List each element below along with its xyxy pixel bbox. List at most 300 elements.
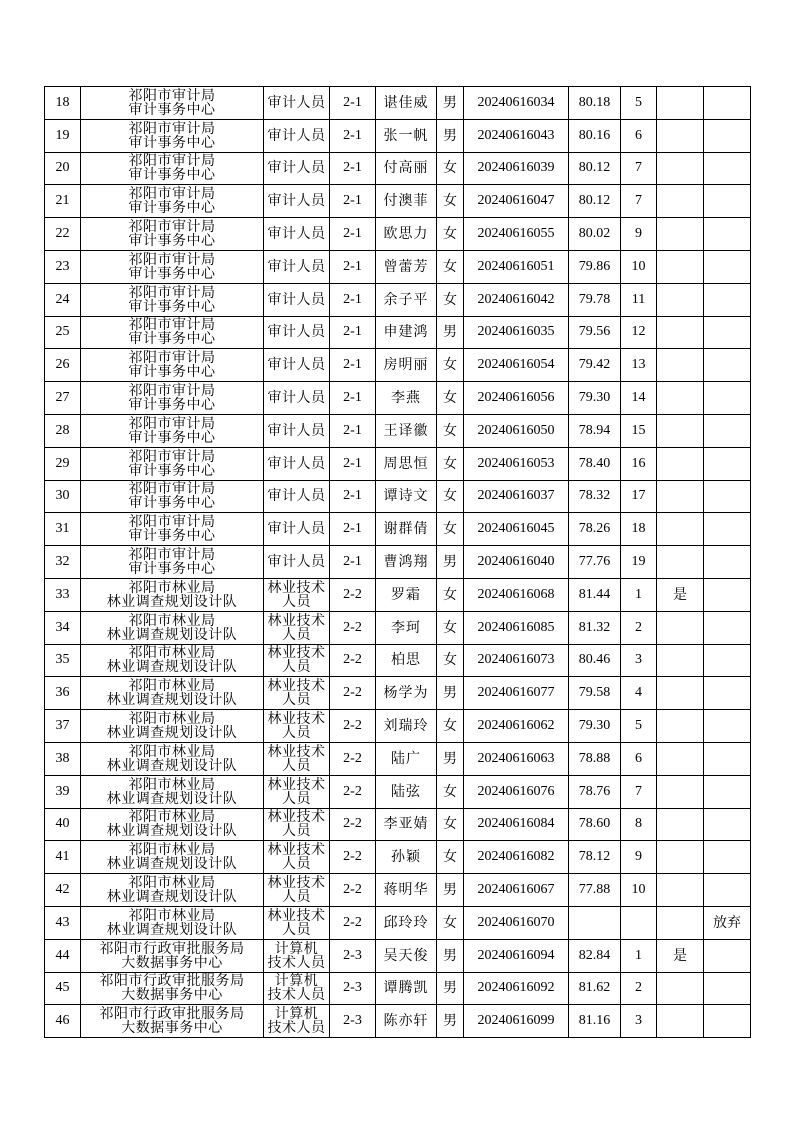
cell-rank: 16 [621, 447, 657, 480]
cell-position [264, 775, 330, 808]
cell-unit-line: 林业调查规划设计队 [106, 921, 238, 938]
cell-unit-line: 林业调查规划设计队 [106, 725, 238, 742]
cell-unit-line: 林业调查规划设计队 [106, 790, 238, 807]
cell-interview [657, 1005, 704, 1038]
cell-position [264, 677, 330, 710]
cell-unit-line: 祁阳市审计局 [128, 186, 216, 203]
cell-ticket-number: 20240616051 [464, 250, 569, 283]
cell-rank: 1 [621, 578, 657, 611]
cell-remark [704, 874, 751, 907]
cell-remark [704, 775, 751, 808]
cell-name: 李燕 [376, 382, 437, 415]
cell-position [264, 119, 330, 152]
table-row [45, 250, 751, 283]
cell-serial: 35 [45, 644, 81, 677]
cell-serial: 27 [45, 382, 81, 415]
cell-position-code: 2-2 [330, 841, 376, 874]
cell-unit-line: 祁阳市审计局 [128, 350, 216, 367]
cell-gender: 女 [437, 841, 464, 874]
cell-name: 李亚婧 [376, 808, 437, 841]
cell-unit [81, 808, 264, 841]
cell-remark [704, 382, 751, 415]
cell-interview [657, 382, 704, 415]
cell-position-code: 2-2 [330, 742, 376, 775]
cell-unit [81, 906, 264, 939]
cell-unit [81, 349, 264, 382]
cell-position-code: 2-2 [330, 710, 376, 743]
cell-unit-line: 祁阳市林业局 [128, 776, 216, 793]
cell-rank: 8 [621, 808, 657, 841]
cell-rank: 18 [621, 513, 657, 546]
cell-position-code: 2-3 [330, 972, 376, 1005]
cell-ticket-number: 20240616068 [464, 578, 569, 611]
cell-score: 80.02 [569, 218, 621, 251]
cell-score: 78.60 [569, 808, 621, 841]
cell-unit-line: 大数据事务中心 [121, 987, 223, 1004]
cell-gender: 男 [437, 87, 464, 120]
cell-score: 78.32 [569, 480, 621, 513]
cell-score: 78.12 [569, 841, 621, 874]
cell-rank: 15 [621, 414, 657, 447]
cell-serial: 22 [45, 218, 81, 251]
cell-gender: 男 [437, 874, 464, 907]
cell-unit [81, 513, 264, 546]
cell-remark [704, 480, 751, 513]
cell-name: 张一帆 [376, 119, 437, 152]
cell-unit [81, 250, 264, 283]
cell-interview [657, 250, 704, 283]
cell-interview [657, 808, 704, 841]
cell-remark [704, 283, 751, 316]
cell-interview [657, 546, 704, 579]
cell-position-code: 2-1 [330, 546, 376, 579]
cell-position-line: 计算机 [274, 1006, 319, 1023]
cell-gender: 女 [437, 710, 464, 743]
cell-position-line: 技术人员 [267, 954, 326, 971]
cell-serial: 28 [45, 414, 81, 447]
cell-position-line: 林业技术 [267, 711, 326, 728]
cell-interview: 是 [657, 578, 704, 611]
cell-remark [704, 316, 751, 349]
cell-unit-line: 林业调查规划设计队 [106, 626, 238, 643]
cell-unit [81, 972, 264, 1005]
cell-unit-line: 祁阳市审计局 [128, 153, 216, 170]
cell-name: 周思恒 [376, 447, 437, 480]
cell-ticket-number: 20240616047 [464, 185, 569, 218]
table-row [45, 349, 751, 382]
table-body [45, 87, 751, 1038]
cell-position-line: 林业技术 [267, 875, 326, 892]
cell-rank: 19 [621, 546, 657, 579]
cell-remark [704, 513, 751, 546]
cell-gender: 女 [437, 644, 464, 677]
cell-unit-line: 祁阳市审计局 [128, 317, 216, 334]
table-row [45, 841, 751, 874]
cell-unit [81, 87, 264, 120]
cell-unit-line: 祁阳市林业局 [128, 612, 216, 629]
cell-interview [657, 742, 704, 775]
cell-rank: 12 [621, 316, 657, 349]
cell-position-line: 人员 [282, 790, 311, 807]
cell-unit-line: 祁阳市审计局 [128, 514, 216, 531]
cell-interview [657, 710, 704, 743]
cell-score: 81.16 [569, 1005, 621, 1038]
cell-score: 79.86 [569, 250, 621, 283]
cell-interview [657, 677, 704, 710]
cell-gender: 女 [437, 185, 464, 218]
cell-rank: 7 [621, 152, 657, 185]
cell-unit-line: 大数据事务中心 [121, 954, 223, 971]
cell-name: 房明丽 [376, 349, 437, 382]
cell-score: 82.84 [569, 939, 621, 972]
cell-name: 谭腾凯 [376, 972, 437, 1005]
cell-name: 欧思力 [376, 218, 437, 251]
cell-ticket-number: 20240616056 [464, 382, 569, 415]
cell-ticket-number: 20240616077 [464, 677, 569, 710]
cell-position [264, 152, 330, 185]
cell-unit-line: 祁阳市林业局 [128, 645, 216, 662]
cell-position [264, 283, 330, 316]
cell-score: 78.88 [569, 742, 621, 775]
cell-interview [657, 152, 704, 185]
cell-position [264, 1005, 330, 1038]
cell-position [264, 87, 330, 120]
cell-unit-line: 祁阳市审计局 [128, 251, 216, 268]
cell-score: 79.30 [569, 382, 621, 415]
cell-score: 79.58 [569, 677, 621, 710]
cell-gender: 男 [437, 1005, 464, 1038]
cell-interview [657, 644, 704, 677]
cell-remark [704, 1005, 751, 1038]
cell-position [264, 906, 330, 939]
cell-position-line: 人员 [282, 757, 311, 774]
cell-serial: 34 [45, 611, 81, 644]
cell-unit [81, 841, 264, 874]
cell-gender: 男 [437, 972, 464, 1005]
cell-ticket-number: 20240616055 [464, 218, 569, 251]
cell-unit-line: 祁阳市林业局 [128, 842, 216, 859]
cell-serial: 24 [45, 283, 81, 316]
cell-remark [704, 972, 751, 1005]
cell-unit-line: 审计事务中心 [128, 167, 216, 184]
cell-gender: 女 [437, 382, 464, 415]
cell-gender: 男 [437, 546, 464, 579]
cell-rank: 2 [621, 611, 657, 644]
cell-name: 曾蕾芳 [376, 250, 437, 283]
cell-position-code: 2-1 [330, 218, 376, 251]
cell-rank: 6 [621, 742, 657, 775]
cell-unit-line: 祁阳市审计局 [128, 481, 216, 498]
cell-rank [621, 906, 657, 939]
cell-position-line: 审计人员 [267, 94, 326, 111]
cell-serial: 26 [45, 349, 81, 382]
cell-unit [81, 1005, 264, 1038]
cell-unit [81, 480, 264, 513]
results-table [44, 86, 751, 1038]
cell-position-code: 2-1 [330, 87, 376, 120]
cell-unit-line: 审计事务中心 [128, 134, 216, 151]
cell-rank: 1 [621, 939, 657, 972]
cell-unit [81, 316, 264, 349]
cell-interview [657, 87, 704, 120]
cell-unit-line: 审计事务中心 [128, 495, 216, 512]
cell-gender: 女 [437, 906, 464, 939]
cell-remark [704, 841, 751, 874]
cell-position-line: 人员 [282, 823, 311, 840]
table-row [45, 316, 751, 349]
cell-remark [704, 218, 751, 251]
cell-position [264, 874, 330, 907]
cell-unit [81, 775, 264, 808]
cell-ticket-number: 20240616073 [464, 644, 569, 677]
cell-name: 陈亦轩 [376, 1005, 437, 1038]
cell-unit-line: 审计事务中心 [128, 233, 216, 250]
cell-ticket-number: 20240616063 [464, 742, 569, 775]
cell-score: 79.42 [569, 349, 621, 382]
cell-unit-line: 祁阳市审计局 [128, 415, 216, 432]
cell-remark [704, 250, 751, 283]
cell-position-code: 2-2 [330, 906, 376, 939]
cell-remark [704, 87, 751, 120]
cell-gender: 女 [437, 152, 464, 185]
cell-position [264, 513, 330, 546]
cell-ticket-number: 20240616067 [464, 874, 569, 907]
table-row [45, 1005, 751, 1038]
cell-name: 邱玲玲 [376, 906, 437, 939]
cell-position-code: 2-3 [330, 1005, 376, 1038]
cell-ticket-number: 20240616040 [464, 546, 569, 579]
cell-rank: 10 [621, 874, 657, 907]
cell-position-code: 2-2 [330, 808, 376, 841]
cell-gender: 女 [437, 218, 464, 251]
cell-unit-line: 审计事务中心 [128, 528, 216, 545]
cell-position-code: 2-1 [330, 152, 376, 185]
cell-serial: 18 [45, 87, 81, 120]
cell-ticket-number: 20240616035 [464, 316, 569, 349]
cell-position-line: 林业技术 [267, 907, 326, 924]
cell-score: 80.16 [569, 119, 621, 152]
cell-unit [81, 119, 264, 152]
cell-serial: 31 [45, 513, 81, 546]
cell-position-line: 审计人员 [267, 291, 326, 308]
cell-position-line: 审计人员 [267, 226, 326, 243]
cell-serial: 44 [45, 939, 81, 972]
cell-position-code: 2-1 [330, 250, 376, 283]
cell-serial: 19 [45, 119, 81, 152]
table-row [45, 480, 751, 513]
cell-score: 80.12 [569, 185, 621, 218]
cell-remark [704, 578, 751, 611]
cell-score: 77.76 [569, 546, 621, 579]
cell-unit [81, 218, 264, 251]
cell-unit-line: 林业调查规划设计队 [106, 823, 238, 840]
cell-name: 陆广 [376, 742, 437, 775]
cell-rank: 13 [621, 349, 657, 382]
cell-rank: 11 [621, 283, 657, 316]
cell-score [569, 906, 621, 939]
cell-unit-line: 林业调查规划设计队 [106, 659, 238, 676]
cell-position [264, 742, 330, 775]
cell-unit-line: 林业调查规划设计队 [106, 593, 238, 610]
cell-unit-line: 祁阳市审计局 [128, 284, 216, 301]
cell-gender: 女 [437, 808, 464, 841]
cell-remark [704, 677, 751, 710]
cell-position-line: 计算机 [274, 940, 319, 957]
table-row [45, 578, 751, 611]
cell-gender: 女 [437, 578, 464, 611]
cell-interview [657, 316, 704, 349]
cell-position-line: 林业技术 [267, 579, 326, 596]
cell-name: 申建鸿 [376, 316, 437, 349]
cell-name: 王译徽 [376, 414, 437, 447]
cell-serial: 30 [45, 480, 81, 513]
cell-name: 罗霜 [376, 578, 437, 611]
cell-gender: 女 [437, 283, 464, 316]
cell-unit-line: 祁阳市行政审批服务局 [99, 940, 245, 957]
cell-position [264, 480, 330, 513]
cell-remark [704, 414, 751, 447]
cell-unit [81, 283, 264, 316]
cell-position [264, 578, 330, 611]
cell-rank: 6 [621, 119, 657, 152]
cell-name: 余子平 [376, 283, 437, 316]
cell-interview: 是 [657, 939, 704, 972]
cell-remark: 放弃 [704, 906, 751, 939]
cell-ticket-number: 20240616094 [464, 939, 569, 972]
cell-serial: 37 [45, 710, 81, 743]
cell-name: 吴天俊 [376, 939, 437, 972]
cell-position-code: 2-1 [330, 349, 376, 382]
cell-interview [657, 972, 704, 1005]
cell-unit-line: 祁阳市审计局 [128, 448, 216, 465]
cell-unit-line: 祁阳市审计局 [128, 219, 216, 236]
cell-serial: 42 [45, 874, 81, 907]
cell-unit-line: 祁阳市行政审批服务局 [99, 973, 245, 990]
cell-unit-line: 审计事务中心 [128, 397, 216, 414]
cell-ticket-number: 20240616043 [464, 119, 569, 152]
cell-unit [81, 414, 264, 447]
cell-remark [704, 939, 751, 972]
cell-rank: 5 [621, 710, 657, 743]
cell-ticket-number: 20240616092 [464, 972, 569, 1005]
cell-position [264, 644, 330, 677]
cell-unit-line: 祁阳市林业局 [128, 743, 216, 760]
cell-position-line: 审计人员 [267, 390, 326, 407]
cell-score: 78.26 [569, 513, 621, 546]
cell-position-line: 人员 [282, 856, 311, 873]
cell-name: 谢群倩 [376, 513, 437, 546]
cell-position-code: 2-1 [330, 119, 376, 152]
cell-score: 79.78 [569, 283, 621, 316]
cell-position-code: 2-2 [330, 677, 376, 710]
cell-position [264, 710, 330, 743]
cell-remark [704, 710, 751, 743]
cell-position-line: 计算机 [274, 973, 319, 990]
cell-unit-line: 林业调查规划设计队 [106, 692, 238, 709]
cell-serial: 46 [45, 1005, 81, 1038]
cell-name: 付澳菲 [376, 185, 437, 218]
cell-unit-line: 审计事务中心 [128, 429, 216, 446]
cell-gender: 男 [437, 316, 464, 349]
cell-score: 80.18 [569, 87, 621, 120]
cell-name: 蒋明华 [376, 874, 437, 907]
cell-position-line: 人员 [282, 593, 311, 610]
cell-position [264, 546, 330, 579]
cell-position-line: 林业技术 [267, 612, 326, 629]
table-row [45, 283, 751, 316]
cell-name: 孙颖 [376, 841, 437, 874]
table-row [45, 677, 751, 710]
cell-position-line: 审计人员 [267, 521, 326, 538]
cell-unit-line: 审计事务中心 [128, 101, 216, 118]
cell-remark [704, 185, 751, 218]
cell-unit-line: 大数据事务中心 [121, 1020, 223, 1037]
cell-name: 刘瑞玲 [376, 710, 437, 743]
cell-remark [704, 447, 751, 480]
cell-serial: 21 [45, 185, 81, 218]
cell-name: 付高丽 [376, 152, 437, 185]
cell-unit-line: 审计事务中心 [128, 561, 216, 578]
cell-interview [657, 185, 704, 218]
cell-rank: 5 [621, 87, 657, 120]
cell-interview [657, 906, 704, 939]
table-row [45, 808, 751, 841]
cell-name: 陆弦 [376, 775, 437, 808]
table-row [45, 447, 751, 480]
table-row [45, 414, 751, 447]
cell-score: 80.46 [569, 644, 621, 677]
cell-rank: 7 [621, 185, 657, 218]
cell-unit-line: 祁阳市林业局 [128, 907, 216, 924]
cell-unit-line: 林业调查规划设计队 [106, 889, 238, 906]
cell-rank: 4 [621, 677, 657, 710]
cell-position-code: 2-1 [330, 513, 376, 546]
cell-rank: 7 [621, 775, 657, 808]
cell-position-line: 人员 [282, 659, 311, 676]
cell-remark [704, 808, 751, 841]
cell-unit-line: 审计事务中心 [128, 200, 216, 217]
cell-serial: 33 [45, 578, 81, 611]
cell-score: 81.44 [569, 578, 621, 611]
cell-ticket-number: 20240616082 [464, 841, 569, 874]
cell-unit [81, 447, 264, 480]
cell-unit-line: 祁阳市林业局 [128, 711, 216, 728]
cell-remark [704, 119, 751, 152]
cell-position-code: 2-1 [330, 283, 376, 316]
cell-gender: 男 [437, 742, 464, 775]
cell-score: 81.32 [569, 611, 621, 644]
cell-unit [81, 152, 264, 185]
table-row [45, 513, 751, 546]
cell-unit-line: 祁阳市林业局 [128, 678, 216, 695]
cell-position-line: 人员 [282, 921, 311, 938]
cell-unit-line: 祁阳市审计局 [128, 87, 216, 104]
cell-ticket-number: 20240616070 [464, 906, 569, 939]
cell-remark [704, 152, 751, 185]
cell-position-line: 林业技术 [267, 645, 326, 662]
cell-ticket-number: 20240616045 [464, 513, 569, 546]
cell-unit-line: 审计事务中心 [128, 331, 216, 348]
table-row [45, 710, 751, 743]
cell-position-code: 2-2 [330, 611, 376, 644]
table-row [45, 185, 751, 218]
cell-score: 77.88 [569, 874, 621, 907]
cell-ticket-number: 20240616039 [464, 152, 569, 185]
cell-position [264, 185, 330, 218]
cell-ticket-number: 20240616076 [464, 775, 569, 808]
cell-ticket-number: 20240616099 [464, 1005, 569, 1038]
table-row [45, 939, 751, 972]
